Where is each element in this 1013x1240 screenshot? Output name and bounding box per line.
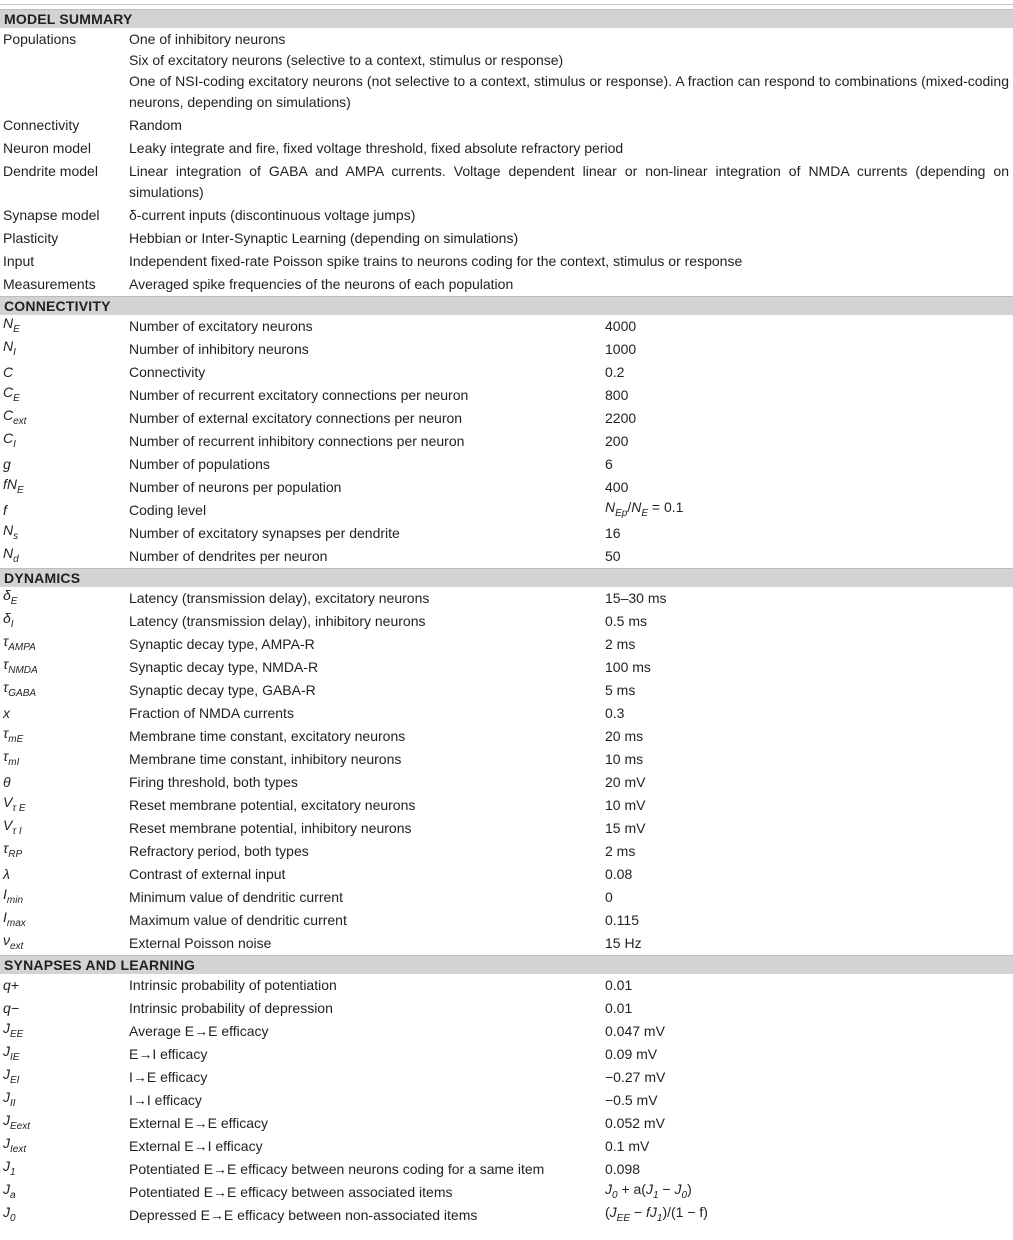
table-row bbox=[0, 909, 1013, 932]
parameter-value: 0.2 bbox=[605, 364, 625, 380]
parameter-value: 4000 bbox=[605, 318, 637, 334]
parameter-description: External Poisson noise bbox=[129, 935, 272, 951]
table-row bbox=[0, 476, 1013, 499]
symbol-text: C bbox=[3, 430, 14, 447]
parameter-value: 800 bbox=[605, 387, 629, 403]
parameter-value: 15 mV bbox=[605, 820, 646, 836]
parameter-value: −0.5 mV bbox=[605, 1092, 658, 1108]
parameter-value: 10 ms bbox=[605, 751, 644, 767]
parameter-description: Depressed E→E efficacy between non-associated items bbox=[129, 1207, 478, 1223]
parameter-value: 0.01 bbox=[605, 977, 633, 993]
symbol-text: τ bbox=[3, 725, 9, 742]
table-row bbox=[0, 545, 1013, 568]
row-description bbox=[129, 205, 1013, 226]
table-row bbox=[0, 204, 1013, 227]
symbol-text: δ bbox=[3, 587, 11, 604]
symbol-text: C bbox=[3, 407, 14, 424]
symbol-text: g bbox=[3, 456, 11, 472]
parameter-symbol bbox=[0, 703, 129, 724]
table-row bbox=[0, 114, 1013, 137]
parameter-symbol bbox=[0, 454, 129, 475]
parameter-value: −0.27 mV bbox=[605, 1069, 666, 1085]
parameter-symbol bbox=[0, 336, 129, 363]
parameter-description: Membrane time constant, excitatory neurons bbox=[129, 728, 406, 744]
symbol-subscript: a bbox=[10, 1189, 16, 1201]
symbol-subscript: E bbox=[10, 595, 18, 607]
parameter-value: 0.5 ms bbox=[605, 613, 648, 629]
symbol-text: fN bbox=[3, 476, 17, 493]
table-row bbox=[0, 702, 1013, 725]
row-label: Connectivity bbox=[3, 117, 80, 133]
parameter-value: 6 bbox=[605, 456, 613, 472]
parameter-value: 20 mV bbox=[605, 774, 646, 790]
description-line: One of NSI-coding excitatory neurons (not selective to a context, stimulus or response). A fraction can respond to combinations (mixed-coding neurons, depending on simulations) bbox=[129, 73, 1009, 110]
row-description bbox=[129, 115, 1013, 136]
table-row bbox=[0, 794, 1013, 817]
synapses-rows bbox=[0, 974, 1013, 1227]
row-description bbox=[129, 161, 1013, 203]
table-row bbox=[0, 997, 1013, 1020]
parameter-symbol bbox=[0, 474, 129, 501]
symbol-text: V bbox=[3, 794, 13, 811]
symbol-subscript: max bbox=[6, 917, 26, 929]
table-row bbox=[0, 1020, 1013, 1043]
symbol-text: δ bbox=[3, 610, 11, 627]
section-header-connectivity: CONNECTIVITY bbox=[0, 296, 1013, 315]
parameter-symbol bbox=[0, 362, 129, 383]
row-label: Input bbox=[3, 253, 35, 269]
parameter-symbol bbox=[0, 975, 129, 996]
table-row bbox=[0, 338, 1013, 361]
symbol-text: J bbox=[3, 1043, 10, 1060]
parameter-description: Refractory period, both types bbox=[129, 843, 309, 859]
table-row bbox=[0, 407, 1013, 430]
parameter-description: Number of inhibitory neurons bbox=[129, 341, 309, 357]
table-row bbox=[0, 1043, 1013, 1066]
table-row bbox=[0, 499, 1013, 522]
parameter-description: Latency (transmission delay), inhibitory neurons bbox=[129, 613, 426, 629]
parameter-value: 0.09 mV bbox=[605, 1046, 658, 1062]
parameter-value: 200 bbox=[605, 433, 629, 449]
parameter-value: 400 bbox=[605, 479, 629, 495]
parameter-symbol bbox=[0, 543, 129, 570]
row-description bbox=[129, 228, 1013, 249]
symbol-text: τ bbox=[3, 656, 9, 673]
description-line: Leaky integrate and fire, fixed voltage threshold, fixed absolute refractory period bbox=[129, 140, 624, 156]
symbol-subscript: IE bbox=[10, 1051, 20, 1063]
table-row bbox=[0, 932, 1013, 955]
symbol-subscript: EE bbox=[10, 1028, 24, 1040]
symbol-text: J bbox=[3, 1135, 10, 1152]
description-line: Hebbian or Inter-Synaptic Learning (depending on simulations) bbox=[129, 230, 519, 246]
table-row bbox=[0, 771, 1013, 794]
parameter-symbol bbox=[0, 428, 129, 455]
symbol-subscript: s bbox=[13, 530, 19, 542]
parameter-value: 2200 bbox=[605, 410, 637, 426]
table-row bbox=[0, 227, 1013, 250]
table-row bbox=[0, 633, 1013, 656]
parameter-description: Number of dendrites per neuron bbox=[129, 548, 328, 564]
parameter-value: 15–30 ms bbox=[605, 590, 667, 606]
symbol-subscript: NMDA bbox=[8, 664, 38, 676]
symbol-text: N bbox=[3, 338, 14, 355]
parameter-value: $J_0 + a(J_1 - J_0)$ bbox=[605, 1181, 692, 1201]
table-row bbox=[0, 28, 1013, 114]
symbol-text: I bbox=[3, 886, 7, 903]
description-line: Linear integration of GABA and AMPA currents. Voltage dependent linear or non-linear integration of NMDA currents (depending on simulations) bbox=[129, 163, 1009, 200]
description-line: One of inhibitory neurons bbox=[129, 31, 286, 47]
symbol-subscript: Eext bbox=[10, 1120, 31, 1132]
symbol-subscript: RP bbox=[8, 848, 23, 860]
parameter-value: 0.098 bbox=[605, 1161, 641, 1177]
parameter-value: $(J_{EE} - fJ_1)/(1 - f)$ bbox=[605, 1204, 708, 1224]
parameter-symbol bbox=[0, 930, 129, 957]
symbol-text: ν bbox=[3, 932, 10, 949]
symbol-text: N bbox=[3, 545, 14, 562]
row-label: Measurements bbox=[3, 276, 96, 292]
parameter-description: Synaptic decay type, NMDA-R bbox=[129, 659, 319, 675]
table-row bbox=[0, 587, 1013, 610]
table-row bbox=[0, 1135, 1013, 1158]
table-row bbox=[0, 384, 1013, 407]
table-row bbox=[0, 1204, 1013, 1227]
symbol-text: τ bbox=[3, 840, 9, 857]
parameter-description: Number of recurrent excitatory connections per neuron bbox=[129, 387, 469, 403]
parameter-value: 50 bbox=[605, 548, 621, 564]
parameter-description: Reset membrane potential, inhibitory neurons bbox=[129, 820, 412, 836]
parameter-description: Number of recurrent inhibitory connections per neuron bbox=[129, 433, 465, 449]
parameter-symbol bbox=[0, 746, 129, 773]
table-row bbox=[0, 863, 1013, 886]
symbol-subscript: GABA bbox=[8, 687, 37, 699]
model-summary-rows bbox=[0, 28, 1013, 296]
symbol-subscript: min bbox=[6, 894, 24, 906]
table-row bbox=[0, 315, 1013, 338]
section-header-model-summary: MODEL SUMMARY bbox=[0, 9, 1013, 28]
symbol-subscript: τ I bbox=[12, 825, 22, 837]
section-header-synapses: SYNAPSES AND LEARNING bbox=[0, 955, 1013, 974]
parameter-value: 0.08 bbox=[605, 866, 633, 882]
parameter-description: Number of populations bbox=[129, 456, 270, 472]
top-rule bbox=[0, 4, 1013, 5]
row-label: Neuron model bbox=[3, 140, 91, 156]
symbol-text: J bbox=[3, 1181, 10, 1198]
symbol-subscript: I bbox=[10, 618, 14, 630]
parameter-description: Latency (transmission delay), excitatory neurons bbox=[129, 590, 430, 606]
parameter-value: 15 Hz bbox=[605, 935, 642, 951]
symbol-subscript: d bbox=[13, 553, 19, 565]
parameter-value: 2 ms bbox=[605, 843, 636, 859]
description-line: Random bbox=[129, 117, 182, 133]
row-label: Synapse model bbox=[3, 207, 100, 223]
symbol-text: J bbox=[3, 1204, 10, 1221]
symbol-text: C bbox=[3, 364, 14, 380]
parameter-symbol bbox=[0, 998, 129, 1019]
parameter-value: 2 ms bbox=[605, 636, 636, 652]
symbol-text: C bbox=[3, 384, 14, 401]
row-description bbox=[129, 274, 1013, 295]
parameter-description: Coding level bbox=[129, 502, 207, 518]
symbol-text: τ bbox=[3, 633, 9, 650]
parameter-description: Maximum value of dendritic current bbox=[129, 912, 347, 928]
symbol-subscript: mE bbox=[8, 733, 24, 745]
table-row bbox=[0, 679, 1013, 702]
parameter-description: Average E→E efficacy bbox=[129, 1023, 269, 1039]
parameter-description: Number of external excitatory connections per neuron bbox=[129, 410, 463, 426]
symbol-subscript: ext bbox=[10, 940, 24, 952]
row-label: Populations bbox=[3, 31, 77, 47]
parameter-description: Number of excitatory synapses per dendrite bbox=[129, 525, 400, 541]
parameter-symbol bbox=[0, 1202, 129, 1229]
table-row bbox=[0, 430, 1013, 453]
parameter-description: Reset membrane potential, excitatory neurons bbox=[129, 797, 416, 813]
description-line: Six of excitatory neurons (selective to a context, stimulus or response) bbox=[129, 52, 564, 68]
table-row bbox=[0, 1066, 1013, 1089]
parameter-value: 0.047 mV bbox=[605, 1023, 665, 1039]
symbol-text: f bbox=[3, 502, 7, 518]
symbol-subscript: I bbox=[13, 346, 16, 358]
parameter-description: Membrane time constant, inhibitory neurons bbox=[129, 751, 402, 767]
parameter-value: 16 bbox=[605, 525, 621, 541]
parameter-description: I→E efficacy bbox=[129, 1069, 208, 1085]
section-header-dynamics: DYNAMICS bbox=[0, 568, 1013, 587]
symbol-text: N bbox=[3, 315, 14, 332]
row-description bbox=[129, 138, 1013, 159]
parameter-description: Contrast of external input bbox=[129, 866, 286, 882]
table-row bbox=[0, 522, 1013, 545]
table-row bbox=[0, 1112, 1013, 1135]
parameter-description: Potentiated E→E efficacy between neurons coding for a same item bbox=[129, 1161, 545, 1177]
symbol-text: x bbox=[3, 705, 10, 721]
parameter-description: Minimum value of dendritic current bbox=[129, 889, 343, 905]
parameter-value: 0.3 bbox=[605, 705, 625, 721]
table-row bbox=[0, 725, 1013, 748]
parameter-symbol bbox=[0, 864, 129, 885]
symbol-text: τ bbox=[3, 679, 9, 696]
parameter-value: 0.052 mV bbox=[605, 1115, 665, 1131]
dynamics-rows bbox=[0, 587, 1013, 955]
description-line: Independent fixed-rate Poisson spike trains to neurons coding for the context, stimulus or response bbox=[129, 253, 743, 269]
symbol-subscript: AMPA bbox=[8, 641, 36, 653]
symbol-subscript: EI bbox=[10, 1074, 20, 1086]
parameter-value: 10 mV bbox=[605, 797, 646, 813]
table-row bbox=[0, 656, 1013, 679]
table-row bbox=[0, 1181, 1013, 1204]
table-row bbox=[0, 453, 1013, 476]
symbol-text: J bbox=[3, 1112, 10, 1129]
symbol-subscript: τ E bbox=[12, 802, 26, 814]
table-row bbox=[0, 250, 1013, 273]
symbol-text: θ bbox=[3, 774, 11, 790]
parameter-description: E→I efficacy bbox=[129, 1046, 208, 1062]
row-label: Dendrite model bbox=[3, 163, 98, 179]
table-row bbox=[0, 840, 1013, 863]
symbol-text: V bbox=[3, 817, 13, 834]
parameter-description: Synaptic decay type, AMPA-R bbox=[129, 636, 315, 652]
parameter-value: 100 ms bbox=[605, 659, 651, 675]
table-row bbox=[0, 273, 1013, 296]
description-line: Averaged spike frequencies of the neurons of each population bbox=[129, 276, 514, 292]
symbol-subscript: 0 bbox=[10, 1212, 16, 1224]
symbol-subscript: E bbox=[13, 323, 20, 335]
parameter-description: Intrinsic probability of potentiation bbox=[129, 977, 337, 993]
table-row bbox=[0, 137, 1013, 160]
parameter-value: 20 ms bbox=[605, 728, 644, 744]
parameter-value: 0 bbox=[605, 889, 613, 905]
parameter-description: Fraction of NMDA currents bbox=[129, 705, 294, 721]
parameter-value: 0.115 bbox=[605, 912, 639, 928]
symbol-text: J bbox=[3, 1066, 10, 1083]
table-row bbox=[0, 1158, 1013, 1181]
symbol-subscript: mI bbox=[8, 756, 20, 768]
parameter-description: External E→E efficacy bbox=[129, 1115, 269, 1131]
symbol-text: J bbox=[3, 1020, 10, 1037]
parameter-value: 5 ms bbox=[605, 682, 636, 698]
parameter-description: Number of excitatory neurons bbox=[129, 318, 313, 334]
row-label: Plasticity bbox=[3, 230, 59, 246]
description-line: δ-current inputs (discontinuous voltage jumps) bbox=[129, 207, 416, 223]
table-row bbox=[0, 886, 1013, 909]
table-row bbox=[0, 748, 1013, 771]
parameter-symbol bbox=[0, 772, 129, 793]
parameter-description: Firing threshold, both types bbox=[129, 774, 298, 790]
symbol-text: q+ bbox=[3, 977, 19, 993]
table-row bbox=[0, 1089, 1013, 1112]
symbol-subscript: E bbox=[17, 484, 24, 496]
symbol-text: I bbox=[3, 909, 7, 926]
table-row bbox=[0, 974, 1013, 997]
symbol-text: λ bbox=[3, 866, 10, 882]
parameter-value: 1000 bbox=[605, 341, 637, 357]
parameter-symbol bbox=[0, 838, 129, 865]
connectivity-rows bbox=[0, 315, 1013, 568]
symbol-subscript: E bbox=[13, 392, 20, 404]
symbol-subscript: Iext bbox=[10, 1143, 27, 1155]
parameter-value: $N_{Ep}/N_E = 0.1$ bbox=[605, 499, 684, 519]
symbol-subscript: ext bbox=[13, 415, 27, 427]
row-description bbox=[129, 251, 1013, 272]
symbol-text: τ bbox=[3, 748, 9, 765]
parameter-description: Intrinsic probability of depression bbox=[129, 1000, 333, 1016]
parameter-description: Connectivity bbox=[129, 364, 206, 380]
symbol-subscript: I bbox=[13, 438, 16, 450]
parameter-symbol bbox=[0, 500, 129, 521]
parameter-description: Potentiated E→E efficacy between associated items bbox=[129, 1184, 453, 1200]
symbol-text: J bbox=[3, 1089, 10, 1106]
symbol-text: J bbox=[3, 1158, 10, 1175]
symbol-text: q− bbox=[3, 1000, 19, 1016]
symbol-text: N bbox=[3, 522, 14, 539]
table-row bbox=[0, 361, 1013, 384]
row-description bbox=[129, 29, 1013, 113]
parameter-description: External E→I efficacy bbox=[129, 1138, 263, 1154]
parameter-symbol bbox=[0, 677, 129, 704]
parameter-description: Number of neurons per population bbox=[129, 479, 342, 495]
parameter-description: I→I efficacy bbox=[129, 1092, 202, 1108]
parameter-value: 0.1 mV bbox=[605, 1138, 650, 1154]
table-row bbox=[0, 160, 1013, 204]
parameter-value: 0.01 bbox=[605, 1000, 633, 1016]
table-row bbox=[0, 610, 1013, 633]
symbol-subscript: 1 bbox=[10, 1166, 16, 1178]
symbol-subscript: II bbox=[10, 1097, 16, 1109]
parameter-description: Synaptic decay type, GABA-R bbox=[129, 682, 316, 698]
table-row bbox=[0, 817, 1013, 840]
